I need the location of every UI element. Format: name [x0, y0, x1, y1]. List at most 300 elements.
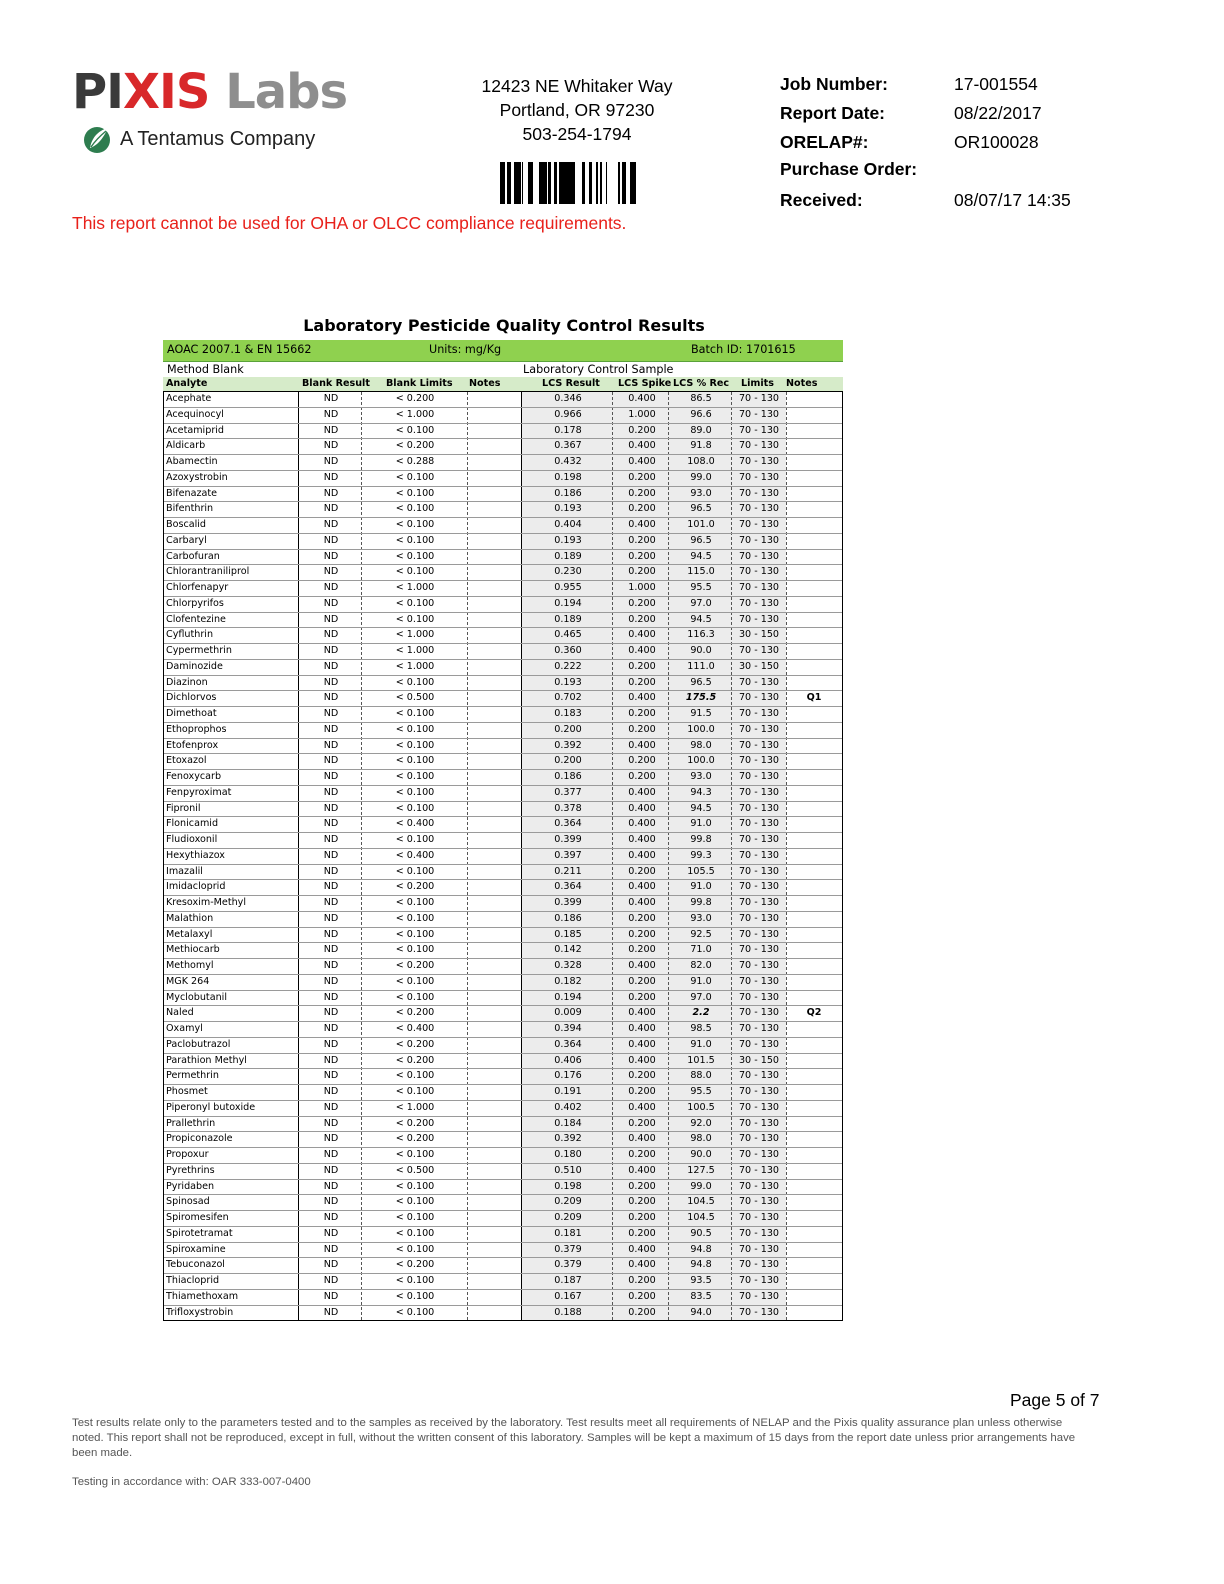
limits-cell: 70 - 130: [738, 881, 780, 893]
lcs-result-cell: 0.364: [554, 818, 582, 830]
analyte-cell: Ethoprophos: [166, 723, 227, 735]
lcs-rec-cell: 99.0: [690, 471, 712, 483]
lcs-result-cell: 0.406: [554, 1054, 582, 1066]
lcs-rec-cell: 105.5: [687, 865, 715, 877]
blank-result-cell: ND: [323, 1275, 339, 1286]
lcs-spike-cell: 0.200: [628, 975, 656, 987]
table-row: [164, 439, 842, 455]
blank-limit-cell: < 0.100: [395, 1149, 435, 1160]
limits-cell: 70 - 130: [738, 1243, 780, 1255]
table-row: [164, 1085, 842, 1101]
blank-limit-cell: < 0.200: [395, 1054, 435, 1066]
limits-cell: 70 - 130: [738, 613, 780, 625]
lcs-rec-cell: 99.8: [690, 834, 712, 845]
lcs-result-cell: 0.510: [554, 1164, 582, 1176]
analyte-cell: Azoxystrobin: [166, 471, 228, 483]
lcs-result-cell: 0.364: [554, 881, 582, 893]
lcs-rec-cell: 82.0: [690, 960, 712, 971]
notes-cell: [786, 896, 842, 911]
job-number-label: Job Number:: [780, 74, 888, 94]
table-row: [164, 518, 842, 534]
logo-wordmark: PIXIS Labs: [72, 64, 348, 120]
barcode-image: [500, 162, 636, 204]
limits-cell: 70 - 130: [738, 1086, 780, 1097]
col-blank-limits: Blank Limits: [386, 378, 453, 389]
analyte-cell: Aldicarb: [166, 440, 206, 452]
col-notes-2: Notes: [786, 378, 818, 389]
lcs-spike-cell: 0.400: [628, 1023, 656, 1034]
analyte-cell: Methiocarb: [166, 944, 220, 956]
blank-result-cell: ND: [323, 1117, 339, 1129]
job-number-value: 17-001554: [954, 74, 1038, 94]
lcs-spike-cell: 0.400: [628, 456, 656, 467]
blank-result-cell: ND: [323, 645, 339, 656]
lcs-spike-cell: 0.400: [628, 818, 656, 830]
table-row: [164, 502, 842, 518]
report-date-label: Report Date:: [780, 103, 886, 123]
notes-cell: [786, 597, 842, 612]
lcs-result-cell: 0.178: [554, 424, 582, 436]
lcs-spike-cell: 0.400: [628, 629, 656, 641]
lcs-spike-cell: 0.400: [628, 1038, 656, 1050]
lcs-rec-cell: 94.8: [690, 1259, 712, 1271]
lcs-result-cell: 0.394: [554, 1023, 582, 1034]
lcs-rec-cell: 91.8: [690, 440, 712, 452]
lcs-spike-cell: 0.200: [628, 755, 656, 767]
notes-cell: [786, 660, 842, 675]
col-analyte: Analyte: [166, 378, 208, 389]
blank-limit-cell: < 0.100: [395, 708, 435, 719]
limits-cell: 70 - 130: [738, 582, 780, 593]
limits-cell: 70 - 130: [738, 928, 780, 940]
notes-cell: [786, 754, 842, 769]
blank-result-cell: ND: [323, 991, 339, 1003]
table-row: [164, 786, 842, 802]
notes-cell: [786, 1022, 842, 1037]
table-row: [164, 676, 842, 692]
analyte-cell: Chlorantraniliprol: [166, 566, 250, 578]
table-row: [164, 880, 842, 896]
column-header-row: [163, 377, 843, 391]
qc-results-table: [163, 340, 843, 1321]
limits-cell: 70 - 130: [738, 1070, 780, 1082]
analyte-cell: Imidacloprid: [166, 881, 226, 893]
notes-cell: [786, 991, 842, 1006]
notes-cell: [786, 1180, 842, 1195]
orelap-row: [780, 132, 1110, 156]
table-row: [164, 408, 842, 424]
blank-limit-cell: < 0.200: [395, 1117, 435, 1129]
notes-cell: [786, 1069, 842, 1084]
limits-cell: 70 - 130: [738, 550, 780, 562]
analyte-cell: Kresoxim-Methyl: [166, 897, 247, 908]
received-label: Received:: [780, 190, 863, 210]
lcs-spike-cell: 0.400: [628, 834, 656, 845]
table-row: [164, 991, 842, 1007]
lcs-spike-cell: 0.400: [628, 739, 656, 751]
notes-cell: [786, 534, 842, 549]
notes-cell: [786, 739, 842, 754]
analyte-cell: Daminozide: [166, 660, 223, 672]
lcs-spike-cell: 0.400: [628, 897, 656, 908]
lcs-spike-cell: 0.200: [628, 1290, 656, 1302]
blank-limit-cell: < 0.100: [395, 597, 435, 609]
limits-cell: 70 - 130: [738, 755, 780, 767]
lcs-rec-cell: 91.0: [690, 1038, 712, 1050]
table-row: [164, 1101, 842, 1117]
limits-cell: 70 - 130: [738, 424, 780, 436]
blank-limit-cell: < 0.100: [395, 912, 435, 924]
lcs-rec-cell: 92.5: [690, 928, 712, 940]
limits-cell: 30 - 150: [738, 660, 780, 672]
lcs-rec-cell: 116.3: [687, 629, 715, 641]
notes-cell: [786, 1132, 842, 1147]
lcs-spike-cell: 0.200: [628, 771, 656, 782]
blank-limit-cell: < 0.200: [395, 1259, 435, 1271]
lcs-spike-cell: 0.400: [628, 645, 656, 656]
notes-cell: [786, 1038, 842, 1053]
table-row: [164, 739, 842, 755]
limits-cell: 70 - 130: [738, 503, 780, 515]
notes-cell: [786, 1054, 842, 1069]
lcs-result-cell: 0.198: [554, 471, 582, 483]
purchase-order-label: Purchase Order:: [780, 159, 918, 179]
limits-cell: 70 - 130: [738, 960, 780, 971]
blank-result-cell: ND: [323, 1180, 339, 1192]
lcs-rec-cell: 101.0: [687, 519, 715, 530]
lcs-rec-cell: 91.0: [690, 975, 712, 987]
lcs-spike-cell: 0.200: [628, 944, 656, 956]
lcs-spike-cell: 0.200: [628, 723, 656, 735]
table-row: [164, 1022, 842, 1038]
page-number: Page 5 of 7: [1010, 1390, 1100, 1410]
limits-cell: 70 - 130: [738, 1007, 780, 1019]
limits-cell: 70 - 130: [738, 676, 780, 688]
blank-result-cell: ND: [323, 1196, 339, 1208]
analyte-cell: Dichlorvos: [166, 692, 217, 704]
table-row: [164, 487, 842, 503]
lcs-result-cell: 0.142: [554, 944, 582, 956]
analyte-cell: Spiromesifen: [166, 1212, 229, 1223]
limits-cell: 70 - 130: [738, 1212, 780, 1223]
table-title: Laboratory Pesticide Quality Control Results: [303, 316, 705, 335]
lcs-result-cell: 0.402: [554, 1101, 582, 1113]
lcs-rec-cell: 89.0: [690, 424, 712, 436]
lcs-spike-cell: 0.200: [628, 613, 656, 625]
blank-limit-cell: < 0.100: [395, 1196, 435, 1208]
table-row: [164, 581, 842, 597]
blank-result-cell: ND: [323, 1007, 339, 1019]
analyte-cell: Oxamyl: [166, 1023, 203, 1034]
blank-result-cell: ND: [323, 881, 339, 893]
analyte-cell: Etoxazol: [166, 755, 207, 767]
analyte-cell: Prallethrin: [166, 1117, 216, 1129]
lcs-result-cell: 0.378: [554, 802, 582, 814]
notes-cell: [786, 439, 842, 454]
blank-limit-cell: < 0.100: [395, 786, 435, 798]
blank-limit-cell: < 0.100: [395, 739, 435, 751]
blank-result-cell: ND: [323, 802, 339, 814]
lcs-rec-cell: 92.0: [690, 1117, 712, 1129]
lcs-result-cell: 0.379: [554, 1259, 582, 1271]
table-row: [164, 912, 842, 928]
lcs-spike-cell: 0.200: [628, 1149, 656, 1160]
method-blank-label: Method Blank: [167, 363, 244, 376]
table-row: [164, 1243, 842, 1259]
lcs-rec-cell: 97.0: [690, 991, 712, 1003]
blank-result-cell: ND: [323, 834, 339, 845]
table-row: [164, 1258, 842, 1274]
table-row: [164, 754, 842, 770]
lcs-rec-cell: 93.0: [690, 912, 712, 924]
blank-result-cell: ND: [323, 944, 339, 956]
blank-limit-cell: < 0.100: [395, 1243, 435, 1255]
notes-cell: [786, 849, 842, 864]
lcs-rec-cell: 95.5: [690, 1086, 712, 1097]
blank-limit-cell: < 0.100: [395, 834, 435, 845]
notes-cell: [786, 424, 842, 439]
analyte-cell: Phosmet: [166, 1086, 208, 1097]
method-bar: [163, 340, 843, 362]
notes-cell: [786, 644, 842, 659]
table-row: [164, 928, 842, 944]
lcs-spike-cell: 0.400: [628, 1054, 656, 1066]
notes-cell: [786, 1243, 842, 1258]
lcs-spike-cell: 1.000: [628, 582, 656, 593]
analyte-cell: Spiroxamine: [166, 1243, 226, 1255]
blank-result-cell: ND: [323, 550, 339, 562]
lcs-result-cell: 0.404: [554, 519, 582, 530]
blank-limit-cell: < 0.500: [395, 692, 435, 704]
table-row: [164, 1006, 842, 1022]
notes-cell: [786, 786, 842, 801]
analyte-cell: Hexythiazox: [166, 849, 225, 861]
lcs-rec-cell: 90.0: [690, 645, 712, 656]
blank-limit-cell: < 0.200: [395, 1007, 435, 1019]
purchase-order-row: [780, 159, 1110, 183]
method-label: AOAC 2007.1 & EN 15662: [167, 343, 312, 356]
lcs-result-cell: 0.182: [554, 975, 582, 987]
analyte-cell: Flonicamid: [166, 818, 219, 830]
limits-cell: 70 - 130: [738, 487, 780, 499]
analyte-cell: MGK 264: [166, 975, 210, 987]
lcs-spike-cell: 0.200: [628, 471, 656, 483]
table-row: [164, 975, 842, 991]
limits-cell: 70 - 130: [738, 1038, 780, 1050]
analyte-cell: Carbofuran: [166, 550, 220, 562]
lcs-spike-cell: 0.200: [628, 1180, 656, 1192]
limits-cell: 70 - 130: [738, 471, 780, 483]
table-row: [164, 833, 842, 849]
lcs-rec-cell: 94.5: [690, 550, 712, 562]
table-row: [164, 1038, 842, 1054]
blank-limit-cell: < 0.200: [395, 440, 435, 452]
col-lcs-result: LCS Result: [542, 378, 600, 389]
lcs-spike-cell: 0.200: [628, 1086, 656, 1097]
limits-cell: 70 - 130: [738, 897, 780, 908]
address-phone: 503-254-1794: [522, 124, 632, 144]
notes-cell: [786, 392, 842, 407]
analyte-cell: Thiamethoxam: [166, 1290, 239, 1302]
limits-cell: 70 - 130: [738, 645, 780, 656]
blank-limit-cell: < 0.200: [395, 1133, 435, 1145]
blank-result-cell: ND: [323, 1243, 339, 1255]
table-row: [164, 1290, 842, 1306]
lcs-spike-cell: 0.400: [628, 786, 656, 798]
blank-result-cell: ND: [323, 1227, 339, 1239]
lcs-spike-cell: 0.200: [628, 503, 656, 515]
table-row: [164, 896, 842, 912]
limits-cell: 70 - 130: [738, 1275, 780, 1286]
address-city: Portland, OR 97230: [499, 100, 655, 120]
analyte-cell: Spinosad: [166, 1196, 210, 1208]
lcs-spike-cell: 0.200: [628, 566, 656, 578]
analyte-cell: Parathion Methyl: [166, 1054, 247, 1066]
notes-cell: [786, 1101, 842, 1116]
company-logo: [72, 66, 352, 156]
lcs-result-cell: 0.186: [554, 771, 582, 782]
blank-result-cell: ND: [323, 1306, 339, 1318]
table-row: [164, 660, 842, 676]
limits-cell: 70 - 130: [738, 1023, 780, 1034]
notes-cell: [786, 912, 842, 927]
blank-limit-cell: < 0.200: [395, 960, 435, 971]
blank-result-cell: ND: [323, 897, 339, 908]
lcs-result-cell: 0.209: [554, 1196, 582, 1208]
blank-limit-cell: < 0.100: [395, 1275, 435, 1286]
notes-cell: [786, 550, 842, 565]
blank-result-cell: ND: [323, 692, 339, 704]
footer-disclaimer: Test results relate only to the parameters tested and to the samples as received by the laboratory. Test results meet all requirements of NELAP and the Pixis quality assurance plan unless otherwise noted. This report shall not be reproduced, except in full, without the written consent of this laboratory. Samples will be kept a maximum of 15 days from the report date unless prior arrangements have been made.: [72, 1417, 1076, 1459]
notes-cell: [786, 707, 842, 722]
analyte-cell: Myclobutanil: [166, 991, 227, 1003]
analyte-cell: Clofentezine: [166, 613, 226, 625]
lcs-result-cell: 0.193: [554, 503, 582, 515]
lcs-rec-cell: 100.0: [687, 723, 715, 735]
blank-limit-cell: < 0.100: [395, 1070, 435, 1082]
analyte-cell: Acetamiprid: [166, 424, 225, 436]
lcs-spike-cell: 0.400: [628, 881, 656, 893]
limits-cell: 70 - 130: [738, 708, 780, 719]
lcs-rec-cell: 99.3: [690, 849, 712, 861]
report-date-row: [780, 103, 1110, 127]
footer-testing-standard: Testing in accordance with: OAR 333-007-0400: [72, 1476, 311, 1488]
analyte-cell: Dimethoat: [166, 708, 217, 719]
analyte-cell: Fludioxonil: [166, 834, 218, 845]
lcs-result-cell: 0.184: [554, 1117, 582, 1129]
analyte-cell: Pyridaben: [166, 1180, 215, 1192]
lcs-spike-cell: 0.200: [628, 1196, 656, 1208]
lcs-rec-cell: 94.5: [690, 613, 712, 625]
blank-result-cell: ND: [323, 1054, 339, 1066]
lcs-result-cell: 0.392: [554, 1133, 582, 1145]
analyte-cell: Fenpyroximat: [166, 786, 232, 798]
lcs-rec-cell: 94.5: [690, 802, 712, 814]
analyte-cell: Piperonyl butoxide: [166, 1101, 256, 1113]
notes-cell: [786, 817, 842, 832]
blank-result-cell: ND: [323, 928, 339, 940]
limits-cell: 70 - 130: [738, 1180, 780, 1192]
blank-result-cell: ND: [323, 1290, 339, 1302]
lcs-result-cell: 0.397: [554, 849, 582, 861]
notes-cell: [786, 1148, 842, 1163]
blank-limit-cell: < 0.200: [395, 393, 435, 404]
blank-limit-cell: < 0.100: [395, 503, 435, 515]
lcs-spike-cell: 0.400: [628, 393, 656, 404]
notes-cell: [786, 613, 842, 628]
lcs-spike-cell: 0.400: [628, 440, 656, 452]
notes-cell: [786, 943, 842, 958]
limits-cell: 30 - 150: [738, 1054, 780, 1066]
lcs-rec-cell: 98.0: [690, 1133, 712, 1145]
lcs-rec-cell: 98.0: [690, 739, 712, 751]
lcs-spike-cell: 0.400: [628, 1259, 656, 1271]
lcs-result-cell: 0.187: [554, 1275, 582, 1286]
notes-cell: [786, 1258, 842, 1273]
lcs-result-cell: 0.194: [554, 597, 582, 609]
analyte-cell: Boscalid: [166, 519, 207, 530]
limits-cell: 70 - 130: [738, 1306, 780, 1318]
notes-cell: [786, 1085, 842, 1100]
analyte-cell: Tebuconazol: [166, 1259, 225, 1271]
lcs-result-cell: 0.167: [554, 1290, 582, 1302]
blank-result-cell: ND: [323, 456, 339, 467]
lcs-rec-cell: 91.5: [690, 708, 712, 719]
blank-limit-cell: < 1.000: [395, 645, 435, 656]
limits-cell: 70 - 130: [738, 692, 780, 704]
table-row: [164, 1132, 842, 1148]
table-row: [164, 471, 842, 487]
blank-result-cell: ND: [323, 597, 339, 609]
lcs-rec-cell: 91.0: [690, 818, 712, 830]
analyte-cell: Malathion: [166, 912, 214, 924]
lcs-result-cell: 0.230: [554, 566, 582, 578]
limits-cell: 70 - 130: [738, 975, 780, 987]
table-row: [164, 1054, 842, 1070]
table-row: [164, 1195, 842, 1211]
limits-cell: 70 - 130: [738, 818, 780, 830]
notes-cell: [786, 581, 842, 596]
limits-cell: 70 - 130: [738, 1227, 780, 1239]
lcs-spike-cell: 0.200: [628, 676, 656, 688]
lcs-result-cell: 0.186: [554, 487, 582, 499]
blank-result-cell: ND: [323, 582, 339, 593]
blank-result-cell: ND: [323, 440, 339, 452]
blank-result-cell: ND: [323, 739, 339, 751]
lcs-result-cell: 0.183: [554, 708, 582, 719]
received-value: 08/07/17 14:35: [954, 190, 1071, 210]
analyte-cell: Chlorpyrifos: [166, 597, 224, 609]
logo-tagline: A Tentamus Company: [72, 122, 352, 156]
limits-cell: 70 - 130: [738, 534, 780, 546]
blank-result-cell: ND: [323, 1038, 339, 1050]
limits-cell: 70 - 130: [738, 566, 780, 578]
blank-result-cell: ND: [323, 723, 339, 735]
notes-cell: [786, 518, 842, 533]
table-row: [164, 723, 842, 739]
table-row: [164, 1069, 842, 1085]
lcs-result-cell: 0.198: [554, 1180, 582, 1192]
notes-cell: [786, 1211, 842, 1226]
notes-cell: [786, 723, 842, 738]
notes-cell: [786, 1117, 842, 1132]
lcs-rec-cell: 90.0: [690, 1149, 712, 1160]
analyte-cell: Cyfluthrin: [166, 629, 214, 641]
notes-cell: [786, 1306, 842, 1321]
lcs-spike-cell: 0.200: [628, 865, 656, 877]
lcs-result-cell: 0.966: [554, 408, 582, 420]
blank-result-cell: ND: [323, 1086, 339, 1097]
